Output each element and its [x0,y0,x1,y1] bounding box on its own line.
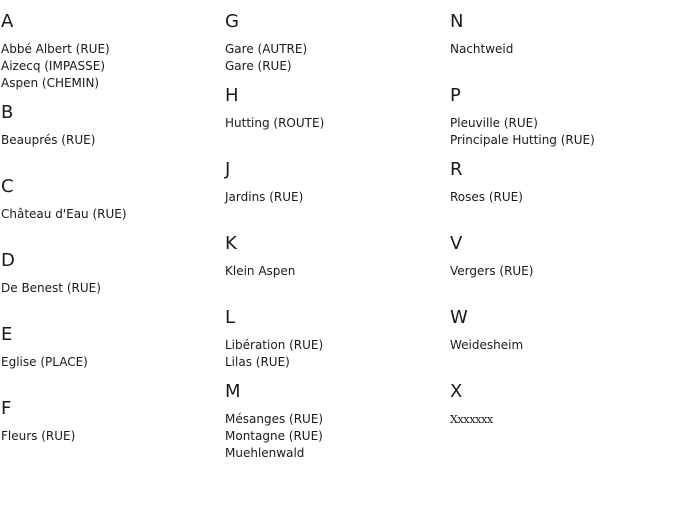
street-link[interactable]: Mésanges (RUE) [225,412,324,426]
letter-group-l [225,307,445,381]
letter-group-n [450,11,670,85]
street-link[interactable]: Vergers (RUE) [450,264,534,278]
street-link[interactable]: Fleurs (RUE) [1,429,76,443]
letter-heading: L [225,307,236,328]
letter-group-j [225,159,445,233]
letter-group-b [1,102,221,176]
street-link[interactable]: Eglise (PLACE) [1,355,88,369]
letter-group-a [1,11,221,102]
street-index-column-2 [225,11,445,460]
street-list [450,411,670,428]
street-link[interactable]: Muehlenwald [225,446,305,460]
street-index-column-1 [1,11,221,472]
street-link[interactable]: Abbé Albert (RUE) [1,42,110,56]
street-link[interactable]: Libération (RUE) [225,338,324,352]
letter-heading: X [450,381,463,402]
street-link[interactable]: Lilas (RUE) [225,355,290,369]
letter-heading: H [225,85,239,106]
letter-heading: K [225,233,237,254]
street-link[interactable]: Hutting (ROUTE) [225,116,325,130]
street-link[interactable]: Xxxxxxx [450,413,493,426]
letter-group-x [450,381,670,455]
street-link[interactable]: Beauprés (RUE) [1,133,96,147]
letter-heading: V [450,233,463,254]
street-list [225,263,445,280]
letter-group-c [1,176,221,250]
street-list [450,189,670,206]
letter-group-k [225,233,445,307]
street-list [225,115,445,132]
letter-heading: J [225,159,231,180]
street-list [1,206,221,223]
street-list [1,354,221,371]
street-link[interactable]: Jardins (RUE) [225,190,304,204]
street-link[interactable]: Weidesheim [450,338,524,352]
letter-group-v [450,233,670,307]
street-link[interactable]: Pleuville (RUE) [450,116,538,130]
street-list [450,263,670,280]
letter-group-p [450,85,670,159]
letter-group-m [225,381,445,460]
letter-group-e [1,324,221,398]
street-list [225,189,445,206]
letter-heading: F [1,398,12,419]
street-link[interactable]: Gare (AUTRE) [225,42,308,56]
street-link[interactable]: Roses (RUE) [450,190,523,204]
letter-heading: G [225,11,239,32]
letter-heading: E [1,324,13,345]
letter-heading: W [450,307,468,328]
street-link[interactable]: Principale Hutting (RUE) [450,133,595,147]
street-list [225,41,445,75]
letter-heading: N [450,11,464,32]
street-list [450,337,670,354]
street-link[interactable]: Gare (RUE) [225,59,292,73]
letter-group-d [1,250,221,324]
letter-group-g [225,11,445,85]
street-list [450,41,670,58]
letter-heading: M [225,381,241,402]
letter-group-r [450,159,670,233]
street-index-column-3 [450,11,670,455]
street-list [1,132,221,149]
letter-group-w [450,307,670,381]
street-list [225,337,445,371]
street-link[interactable]: Montagne (RUE) [225,429,323,443]
letter-group-f [1,398,221,472]
street-link[interactable]: Aspen (CHEMIN) [1,76,100,90]
letter-heading: R [450,159,463,180]
letter-heading: B [1,102,14,123]
street-link[interactable]: Klein Aspen [225,264,296,278]
street-link[interactable]: De Benest (RUE) [1,281,101,295]
street-list [1,428,221,445]
street-list [225,411,445,462]
letter-heading: C [1,176,14,197]
street-list [1,41,221,92]
street-link[interactable]: Aizecq (IMPASSE) [1,59,106,73]
street-list [1,280,221,297]
letter-heading: P [450,85,461,106]
street-link[interactable]: Château d'Eau (RUE) [1,207,127,221]
letter-heading: A [1,11,14,32]
street-link[interactable]: Nachtweid [450,42,514,56]
letter-group-h [225,85,445,159]
letter-heading: D [1,250,15,271]
street-list [450,115,670,149]
